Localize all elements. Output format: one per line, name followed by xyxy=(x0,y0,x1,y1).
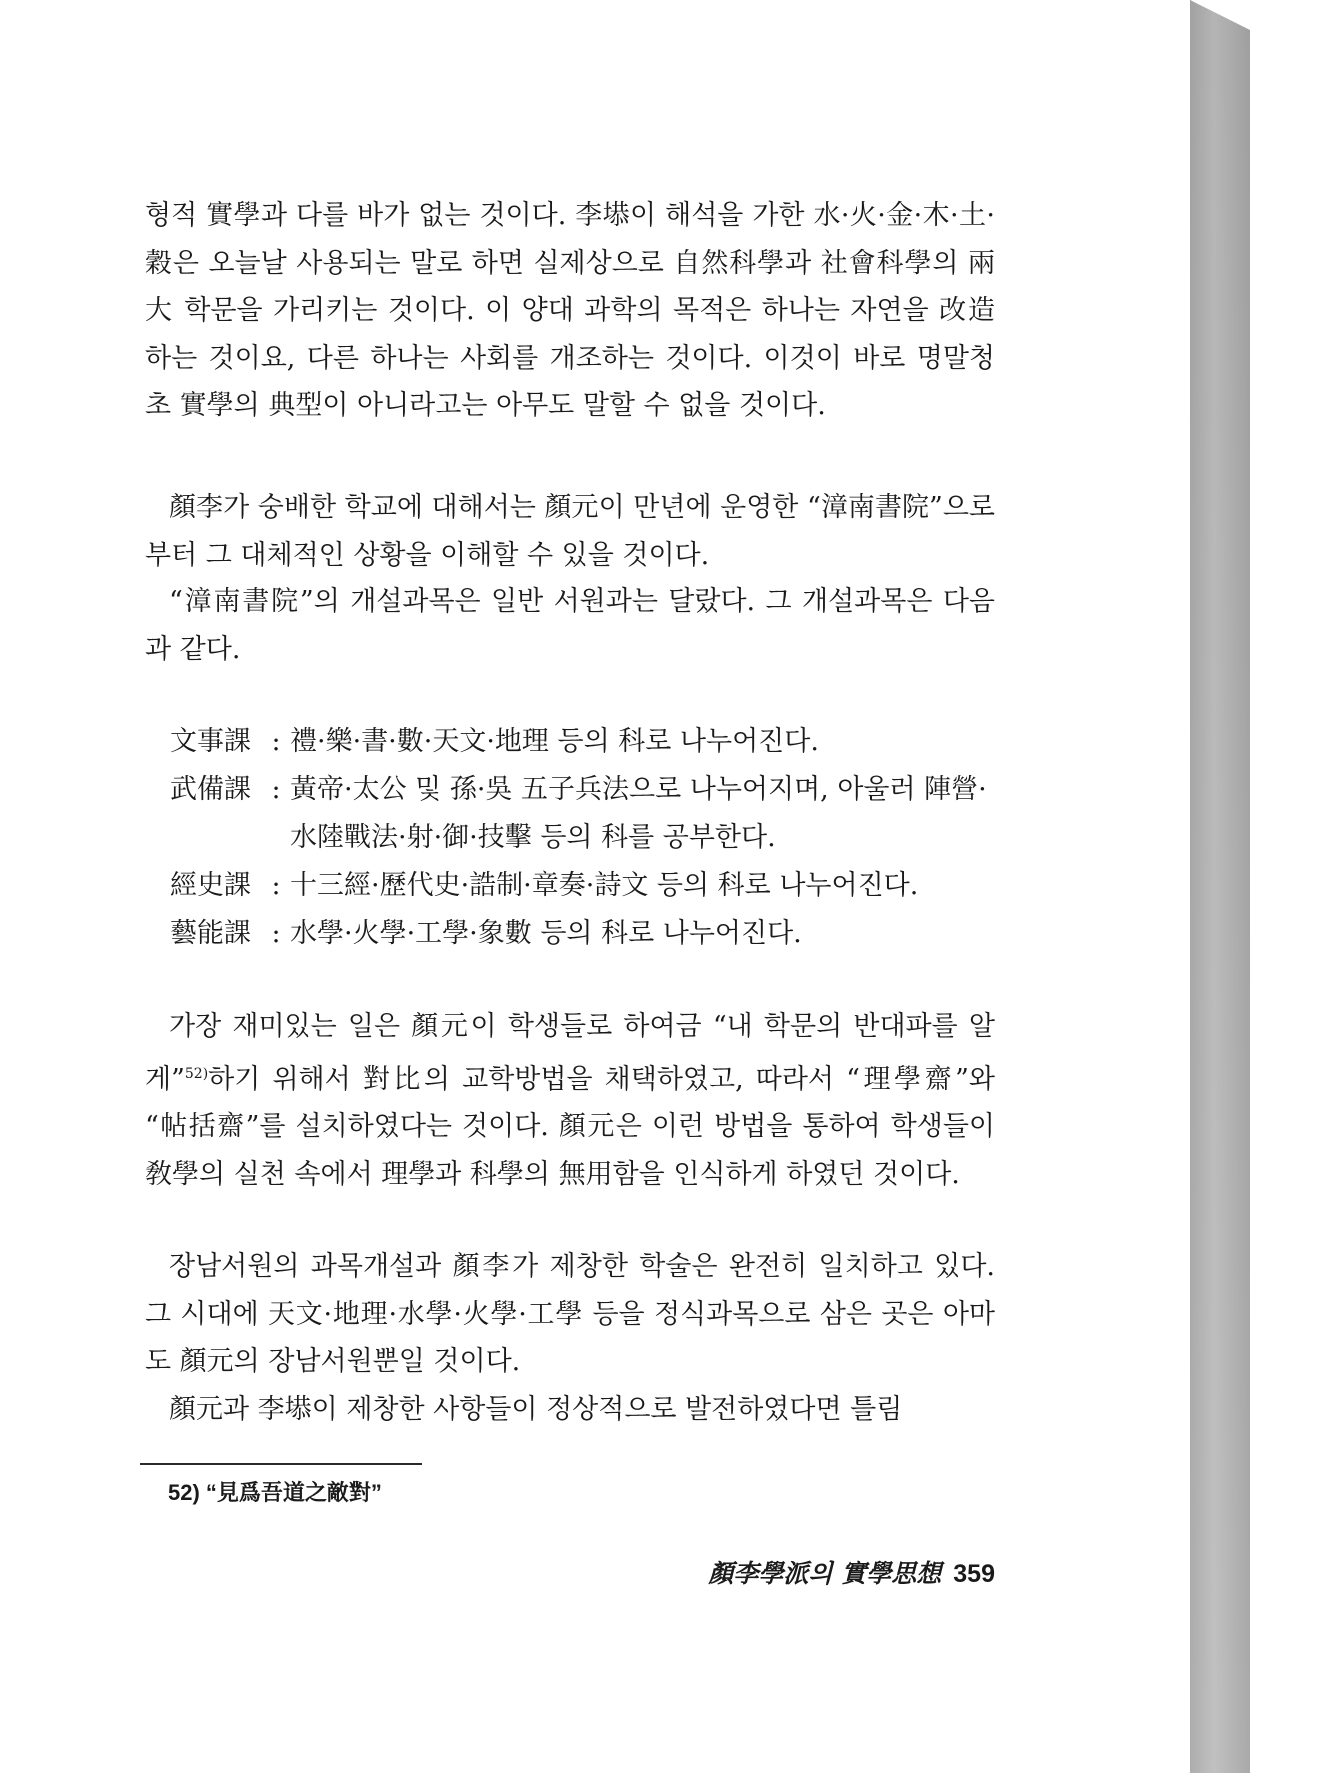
body-paragraph: 顏李가 숭배한 학교에 대해서는 顏元이 만년에 운영한 “漳南書院”으로부터 그 대체적인 상황을 이해할 수 있을 것이다. xyxy=(145,492,995,571)
course-colon: : xyxy=(271,870,281,901)
course-name: 經史課 xyxy=(170,870,251,901)
paragraph-text: 하기 위해서 對比의 교학방법을 채택하였고, 따라서 “理學齋”와 “帖括齋”를 설치하였다는 것이다. 顏元은 이런 방법을 통하여 학생들이 敎學의 실천 속에서 理學과 科學의 無用함을 인식하게 하였던 것이다. xyxy=(145,1063,995,1190)
course-description: 黃帝·太公 및 孫·吳 五子兵法으로 나누어지며, 아울러 陣營·水陸戰法·射·御·技擊 등의 科를 공부한다. xyxy=(290,774,987,853)
curriculum-list xyxy=(170,718,1010,958)
course-colon: : xyxy=(271,726,281,757)
curriculum-item xyxy=(170,766,1010,862)
footnote xyxy=(168,1478,382,1508)
body-paragraph: “漳南書院”의 개설과목은 일반 서원과는 달랐다. 그 개설과목은 다음과 같다. xyxy=(145,586,995,665)
page-number: 359 xyxy=(953,1560,995,1588)
course-name: 文事課 xyxy=(170,726,251,757)
course-colon: : xyxy=(271,918,281,949)
footnote-divider xyxy=(140,1463,422,1465)
course-colon: : xyxy=(271,774,281,805)
running-footer-title: 顏李學派의 實學思想 xyxy=(708,1559,942,1588)
curriculum-item xyxy=(170,910,1010,958)
curriculum-item xyxy=(170,862,1010,910)
course-description: 水學·火學·工學·象數 등의 科로 나누어진다. xyxy=(290,918,802,949)
body-paragraph: 형적 實學과 다를 바가 없는 것이다. 李塨이 해석을 가한 水·火·金·木·土·穀은 오늘날 사용되는 말로 하면 실제상으로 自然科學과 社會科學의 兩大 학문을 가리키는 것이다. 이 양대 과학의 목적은 하나는 자연을 改造하는 것이요, 다른 하나는 사회를 개조하는 것이다. 이것이 바로 명말청초 實學의 典型이 아니라고는 아무도 말할 수 없을 것이다. xyxy=(145,200,995,421)
course-name: 藝能課 xyxy=(170,918,251,949)
body-paragraph: 장남서원의 과목개설과 顏李가 제창한 학술은 완전히 일치하고 있다. 그 시대에 天文·地理·水學·火學·工學 등을 정식과목으로 삼은 곳은 아마도 顏元의 장남서원뿐일 것이다. xyxy=(145,1251,995,1377)
footnote-number: 52) xyxy=(168,1480,200,1505)
course-name: 武備課 xyxy=(170,774,251,805)
footnote-reference: 52) xyxy=(184,1065,209,1082)
body-paragraph xyxy=(145,1003,995,1198)
course-description: 十三經·歷代史·誥制·章奏·詩文 등의 科로 나누어진다. xyxy=(290,870,919,901)
curriculum-item xyxy=(170,718,1010,766)
course-description: 禮·樂·書·數·天文·地理 등의 科로 나누어진다. xyxy=(290,726,819,757)
book-spine-shading xyxy=(1190,0,1250,1773)
footnote-text: “見爲吾道之敵對” xyxy=(205,1480,382,1505)
body-paragraph: 顏元과 李塨이 제창한 사항들이 정상적으로 발전하였다면 틀림 xyxy=(169,1394,903,1425)
running-footer xyxy=(600,1559,995,1589)
paragraph-text: 가장 재미있는 일은 顏元이 학생들로 하여금 “내 학문의 반대파를 알게” xyxy=(145,1011,995,1095)
